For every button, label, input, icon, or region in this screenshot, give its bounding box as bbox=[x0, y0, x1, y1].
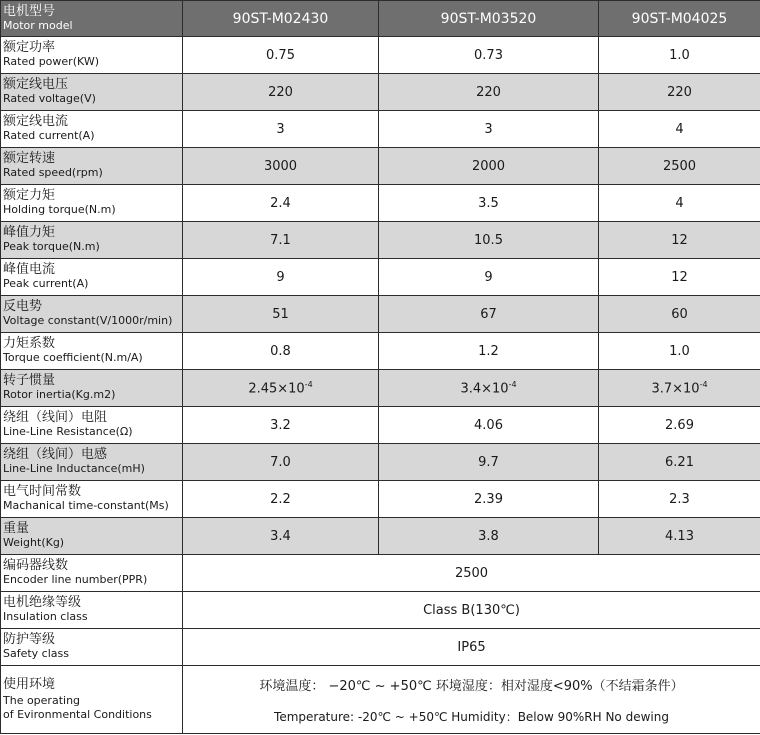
spec-label-en: Rated voltage(V) bbox=[3, 92, 96, 105]
spec-row bbox=[1, 185, 760, 222]
spec-value-cell bbox=[183, 37, 379, 74]
merged-value-cell: IP65 bbox=[183, 629, 760, 666]
spec-value: 2.3 bbox=[669, 491, 690, 507]
spec-row bbox=[1, 111, 760, 148]
spec-label-zh: 防护等级 bbox=[3, 632, 56, 647]
spec-row bbox=[1, 481, 760, 518]
spec-value-cell bbox=[183, 444, 379, 481]
spec-value: 9.7 bbox=[478, 454, 499, 470]
spec-value: 220 bbox=[667, 84, 692, 100]
spec-value-cell bbox=[379, 185, 599, 222]
spec-value: 3.4 bbox=[270, 528, 291, 544]
spec-value: 1.0 bbox=[669, 47, 690, 63]
spec-row bbox=[1, 37, 760, 74]
spec-label-en: Voltage constant(V/1000r/min) bbox=[3, 314, 173, 327]
spec-label-cell bbox=[1, 222, 183, 259]
spec-row bbox=[1, 74, 760, 111]
spec-value: 4.13 bbox=[665, 528, 694, 544]
spec-label-cell bbox=[1, 370, 183, 407]
spec-label-cell bbox=[1, 444, 183, 481]
spec-label-zh: 峰值电流 bbox=[3, 262, 56, 277]
spec-row bbox=[1, 370, 760, 407]
model-header-1: 90ST-M02430 bbox=[183, 1, 379, 37]
spec-value-cell bbox=[599, 370, 760, 407]
spec-value: 2.45×10 bbox=[248, 381, 305, 397]
spec-value: 2.69 bbox=[665, 417, 694, 433]
spec-value: 3 bbox=[484, 121, 493, 137]
spec-value-cell bbox=[379, 74, 599, 111]
spec-label-en: Holding torque(N.m) bbox=[3, 203, 116, 216]
spec-value-cell bbox=[183, 407, 379, 444]
spec-value-cell bbox=[379, 111, 599, 148]
spec-label-cell bbox=[1, 111, 183, 148]
spec-label-zh: 额定力矩 bbox=[3, 188, 56, 203]
header-label-zh: 电机型号 bbox=[3, 3, 56, 19]
header-label-cell bbox=[1, 1, 183, 37]
spec-label-zh: 重量 bbox=[3, 521, 30, 536]
spec-value: 1.0 bbox=[669, 343, 690, 359]
spec-label-en: Safety class bbox=[3, 647, 69, 660]
spec-value-cell bbox=[379, 333, 599, 370]
spec-label-cell bbox=[1, 629, 183, 666]
spec-label-en: Line-Line Resistance(Ω) bbox=[3, 425, 133, 438]
spec-label-zh: 力矩系数 bbox=[3, 336, 56, 351]
spec-label-cell bbox=[1, 333, 183, 370]
spec-value: 4 bbox=[675, 195, 684, 211]
spec-value-cell bbox=[183, 111, 379, 148]
spec-row bbox=[1, 222, 760, 259]
merged-spec-row bbox=[1, 555, 760, 592]
spec-row bbox=[1, 148, 760, 185]
spec-value: 12 bbox=[671, 232, 688, 248]
spec-value-cell bbox=[183, 185, 379, 222]
spec-value: 7.0 bbox=[270, 454, 291, 470]
spec-value-cell bbox=[599, 148, 760, 185]
spec-value: 3.7×10 bbox=[651, 381, 700, 397]
spec-value-cell bbox=[379, 518, 599, 555]
spec-value: 60 bbox=[671, 306, 688, 322]
spec-value: 1.2 bbox=[478, 343, 499, 359]
spec-value-cell bbox=[599, 222, 760, 259]
spec-value: 3.2 bbox=[270, 417, 291, 433]
spec-label-cell bbox=[1, 185, 183, 222]
spec-value-cell bbox=[599, 111, 760, 148]
spec-value: 0.75 bbox=[266, 47, 295, 63]
spec-value-cell bbox=[183, 259, 379, 296]
spec-value-cell bbox=[379, 407, 599, 444]
spec-value-cell bbox=[599, 333, 760, 370]
spec-value: 3 bbox=[276, 121, 285, 137]
spec-label-cell bbox=[1, 296, 183, 333]
merged-spec-row bbox=[1, 629, 760, 666]
spec-value-cell bbox=[599, 444, 760, 481]
spec-value-cell bbox=[379, 37, 599, 74]
spec-label-en: Insulation class bbox=[3, 610, 88, 623]
spec-value: 2.2 bbox=[270, 491, 291, 507]
spec-row bbox=[1, 407, 760, 444]
spec-row bbox=[1, 518, 760, 555]
spec-value: 7.1 bbox=[270, 232, 291, 248]
spec-label-en: Peak torque(N.m) bbox=[3, 240, 100, 253]
spec-label-zh: 峰值力矩 bbox=[3, 225, 56, 240]
spec-value: 6.21 bbox=[665, 454, 694, 470]
spec-value: 10.5 bbox=[474, 232, 503, 248]
spec-label-zh: 绕组（线间）电阻 bbox=[3, 410, 108, 425]
spec-value: 51 bbox=[272, 306, 289, 322]
spec-value: 2500 bbox=[662, 158, 697, 174]
spec-value-exponent: -4 bbox=[508, 379, 517, 389]
spec-label-en: Rated power(KW) bbox=[3, 55, 99, 68]
spec-value-cell bbox=[599, 37, 760, 74]
spec-value: 67 bbox=[480, 306, 497, 322]
spec-value: 9 bbox=[484, 269, 493, 285]
spec-value: 2000 bbox=[471, 158, 506, 174]
spec-value-cell bbox=[183, 481, 379, 518]
merged-value-cell: Class B(130℃) bbox=[183, 592, 760, 629]
spec-label-cell bbox=[1, 555, 183, 592]
spec-label-cell bbox=[1, 148, 183, 185]
spec-value-cell bbox=[379, 259, 599, 296]
spec-label-zh: 电机绝缘等级 bbox=[3, 595, 82, 610]
environment-value-cell bbox=[183, 666, 760, 734]
spec-label-zh: 额定功率 bbox=[3, 40, 56, 55]
environment-label-en-2: of Evironmental Conditions bbox=[3, 707, 152, 721]
spec-value: 220 bbox=[476, 84, 501, 100]
spec-value-cell bbox=[183, 370, 379, 407]
spec-value-cell bbox=[183, 333, 379, 370]
spec-label-zh: 额定转速 bbox=[3, 151, 56, 166]
spec-label-en: Machanical time-constant(Ms) bbox=[3, 499, 169, 512]
spec-row bbox=[1, 444, 760, 481]
spec-label-en: Peak current(A) bbox=[3, 277, 89, 290]
spec-label-cell bbox=[1, 74, 183, 111]
spec-label-en: Rated speed(rpm) bbox=[3, 166, 103, 179]
spec-row bbox=[1, 259, 760, 296]
environment-value-cn: 环境温度： −20℃ ~ +50℃ 环境湿度：相对湿度<90%（不结霜条件） bbox=[259, 678, 684, 694]
environment-label-cell bbox=[1, 666, 183, 734]
spec-label-en: Torque coefficient(N.m/A) bbox=[3, 351, 143, 364]
spec-value-cell bbox=[599, 518, 760, 555]
spec-value-cell bbox=[183, 148, 379, 185]
spec-label-cell bbox=[1, 259, 183, 296]
spec-value: 220 bbox=[268, 84, 293, 100]
spec-label-en: Rated current(A) bbox=[3, 129, 95, 142]
spec-label-cell bbox=[1, 407, 183, 444]
spec-label-zh: 额定线电压 bbox=[3, 77, 69, 92]
spec-row bbox=[1, 296, 760, 333]
spec-value: 0.8 bbox=[270, 343, 291, 359]
spec-value-cell bbox=[379, 481, 599, 518]
spec-value-cell bbox=[379, 444, 599, 481]
spec-value: 4.06 bbox=[474, 417, 503, 433]
spec-value: 3.8 bbox=[478, 528, 499, 544]
spec-value-cell bbox=[183, 518, 379, 555]
environment-label-en-1: The operating bbox=[3, 693, 81, 707]
spec-value-cell bbox=[379, 370, 599, 407]
spec-value: 3.5 bbox=[478, 195, 499, 211]
spec-value-cell bbox=[183, 222, 379, 259]
spec-value-cell bbox=[599, 259, 760, 296]
header-row bbox=[1, 1, 760, 37]
spec-value: 2.39 bbox=[474, 491, 503, 507]
environment-label-zh: 使用环境 bbox=[3, 676, 56, 692]
spec-label-en: Rotor inertia(Kg.m2) bbox=[3, 388, 116, 401]
spec-value: 2.4 bbox=[270, 195, 291, 211]
merged-value-cell: 2500 bbox=[183, 555, 760, 592]
spec-value-cell bbox=[379, 296, 599, 333]
spec-value-cell bbox=[599, 407, 760, 444]
spec-value-exponent: -4 bbox=[699, 379, 708, 389]
spec-label-cell bbox=[1, 37, 183, 74]
spec-label-en: Weight(Kg) bbox=[3, 536, 65, 549]
spec-label-cell bbox=[1, 481, 183, 518]
spec-value-cell bbox=[599, 481, 760, 518]
spec-label-en: Line-Line Inductance(mH) bbox=[3, 462, 145, 475]
spec-label-cell bbox=[1, 592, 183, 629]
spec-label-en: Encoder line number(PPR) bbox=[3, 573, 148, 586]
spec-value: 4 bbox=[675, 121, 684, 137]
spec-value-cell bbox=[379, 222, 599, 259]
spec-label-zh: 反电势 bbox=[3, 299, 43, 314]
spec-label-zh: 额定线电流 bbox=[3, 114, 69, 129]
spec-row bbox=[1, 333, 760, 370]
merged-spec-row bbox=[1, 592, 760, 629]
spec-value-cell bbox=[599, 74, 760, 111]
spec-label-zh: 编码器线数 bbox=[3, 558, 69, 573]
spec-label-zh: 电气时间常数 bbox=[3, 484, 82, 499]
spec-value: 12 bbox=[671, 269, 688, 285]
environment-value-en: Temperature: -20℃ ~ +50℃ Humidity：Below 90%RH No dewing bbox=[274, 709, 669, 724]
spec-label-zh: 转子惯量 bbox=[3, 373, 56, 388]
model-header-3: 90ST-M04025 bbox=[599, 1, 760, 37]
spec-value: 0.73 bbox=[474, 47, 503, 63]
model-header-2: 90ST-M03520 bbox=[379, 1, 599, 37]
spec-value-cell bbox=[183, 296, 379, 333]
spec-value: 3000 bbox=[263, 158, 298, 174]
spec-value-cell bbox=[379, 148, 599, 185]
spec-value-exponent: -4 bbox=[304, 379, 313, 389]
spec-value: 9 bbox=[276, 269, 285, 285]
spec-value-cell bbox=[599, 185, 760, 222]
spec-label-zh: 绕组（线间）电感 bbox=[3, 447, 108, 462]
environment-row bbox=[1, 666, 760, 734]
spec-value-cell bbox=[599, 296, 760, 333]
spec-label-cell bbox=[1, 518, 183, 555]
spec-value-cell bbox=[183, 74, 379, 111]
header-label-en: Motor model bbox=[3, 18, 73, 32]
spec-value: 3.4×10 bbox=[460, 381, 509, 397]
